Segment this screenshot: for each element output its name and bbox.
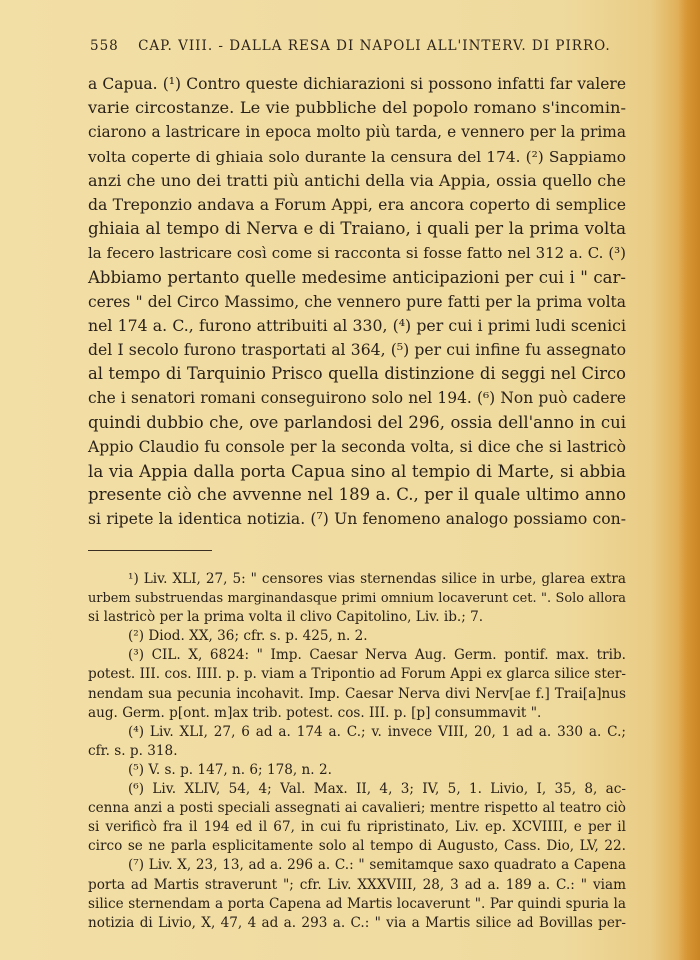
- footnote-line: (³) CIL. X, 6824: " Imp. Caesar Nerva Aug. Germ. pontif. max. trib.: [128, 647, 626, 664]
- text-line: varie circostanze. Le vie pubbliche del popolo romano s'incomin-: [88, 98, 626, 118]
- footnote-line: (⁵) V. s. p. 147, n. 6; 178, n. 2.: [128, 761, 332, 778]
- text-line: ciarono a lastricare in epoca molto più tarda, e vennero per la prima: [88, 123, 626, 142]
- text-line: ceres " del Circo Massimo, che vennero pure fatti per la prima volta: [88, 292, 626, 311]
- text-line: quindi dubbio che, ove parlandosi del 296, ossia dell'anno in cui: [88, 412, 626, 432]
- footnote-line: (⁴) Liv. XLI, 27, 6 ad a. 174 a. C.; v. invece VIII, 20, 1 ad a. 330 a. C.;: [128, 723, 626, 740]
- running-title: CAP. VIII. - DALLA RESA DI NAPOLI ALL'INTERV. DI PIRRO.: [138, 38, 611, 54]
- text-line: Abbiamo pertanto quelle medesime anticipazioni per cui i " car-: [88, 267, 626, 287]
- footnote-line: ¹) Liv. XLI, 27, 5: " censores vias sternendas silice in urbe, glarea extra: [128, 571, 626, 587]
- footnote-line: potest. III. cos. IIII. p. p. viam a Tripontio ad Forum Appi ex glarca silice ster-: [88, 666, 626, 683]
- footnote-line: cenna anzi a posti speciali assegnati ai cavalieri; mentre rispetto al teatro ciò: [88, 800, 626, 817]
- footnote-line: (²) Diod. XX, 36; cfr. s. p. 425, n. 2.: [128, 628, 368, 645]
- running-header: [90, 38, 650, 54]
- footnote-line: nendam sua pecunia incohavit. Imp. Caesar Nerva divi Nerv[ae f.] Trai[a]nus: [88, 685, 626, 702]
- text-line: si ripete la identica notizia. (⁷) Un fenomeno analogo possiamo con-: [88, 510, 626, 529]
- text-line: nel 174 a. C., furono attribuiti al 330, (⁴) per cui i primi ludi scenici: [88, 315, 626, 335]
- page-binding-edge: [678, 0, 700, 960]
- main-text: [88, 72, 626, 532]
- footnote-line: si lastricò per la prima volta il clivo Capitolino, Liv. ib.; 7.: [88, 609, 484, 626]
- footnote-line: silice sternendam a porta Capena ad Martis locaverunt ". Par quindi spuria la: [88, 895, 626, 912]
- footnote-line: urbem substruendas marginandasque primi omnium locaverunt cet. ". Solo allora: [88, 591, 626, 607]
- text-line: ghiaia al tempo di Nerva e di Traiano, i quali per la prima volta: [88, 219, 626, 239]
- text-line: a Capua. (¹) Contro queste dichiarazioni si possono infatti far valere: [88, 75, 626, 93]
- text-line: volta coperte di ghiaia solo durante la censura del 174. (²) Sappiamo: [88, 147, 626, 166]
- text-line: del I secolo furono trasportati al 364, (⁵) per cui infine fu assegnato: [88, 340, 626, 360]
- text-line: al tempo di Tarquinio Prisco quella distinzione di seggi nel Circo: [88, 364, 626, 384]
- text-line: Appio Claudio fu console per la seconda volta, si dice che si lastricò: [88, 437, 626, 456]
- footnote-line: cfr. s. p. 318.: [88, 742, 178, 759]
- text-line: anzi che uno dei tratti più antichi della via Appia, ossia quello che: [88, 170, 626, 190]
- footnote-line: (⁷) Liv. X, 23, 13, ad a. 296 a. C.: " semitamque saxo quadrato a Capena: [128, 857, 626, 874]
- footnote-line: aug. Germ. p[ont. m]ax trib. potest. cos. III. p. [p] consummavit ".: [88, 704, 542, 721]
- footnote-line: (⁶) Liv. XLIV, 54, 4; Val. Max. II, 4, 3; IV, 5, 1. Livio, I, 35, 8, ac-: [128, 781, 626, 798]
- footnote-line: notizia di Livio, X, 47, 4 ad a. 293 a. C.: " via a Martis silice ad Bovillas per-: [88, 914, 626, 931]
- page-number: 558: [90, 38, 119, 54]
- footnote-line: si verificò fra il 194 ed il 67, in cui fu ripristinato, Liv. ep. XCVIIII, e per il: [88, 819, 626, 836]
- footnote-line: circo se ne parla esplicitamente solo al tempo di Augusto, Cass. Dio, LV, 22.: [88, 838, 626, 855]
- text-line: la via Appia dalla porta Capua sino al tempio di Marte, si abbia: [88, 461, 626, 481]
- text-line: presente ciò che avvenne nel 189 a. C., per il quale ultimo anno: [88, 485, 626, 505]
- text-line: da Treponzio andava a Forum Appi, era ancora coperto di semplice: [88, 194, 626, 214]
- text-line: la fecero lastricare così come si racconta si fosse fatto nel 312 a. C. (³): [88, 244, 626, 263]
- footnote-line: porta ad Martis straverunt "; cfr. Liv. XXXVIII, 28, 3 ad a. 189 a. C.: " viam: [88, 876, 626, 893]
- text-line: che i senatori romani conseguirono solo nel 194. (⁶) Non può cadere: [88, 389, 626, 408]
- footnotes: [88, 570, 626, 933]
- footnote-separator: [88, 550, 212, 551]
